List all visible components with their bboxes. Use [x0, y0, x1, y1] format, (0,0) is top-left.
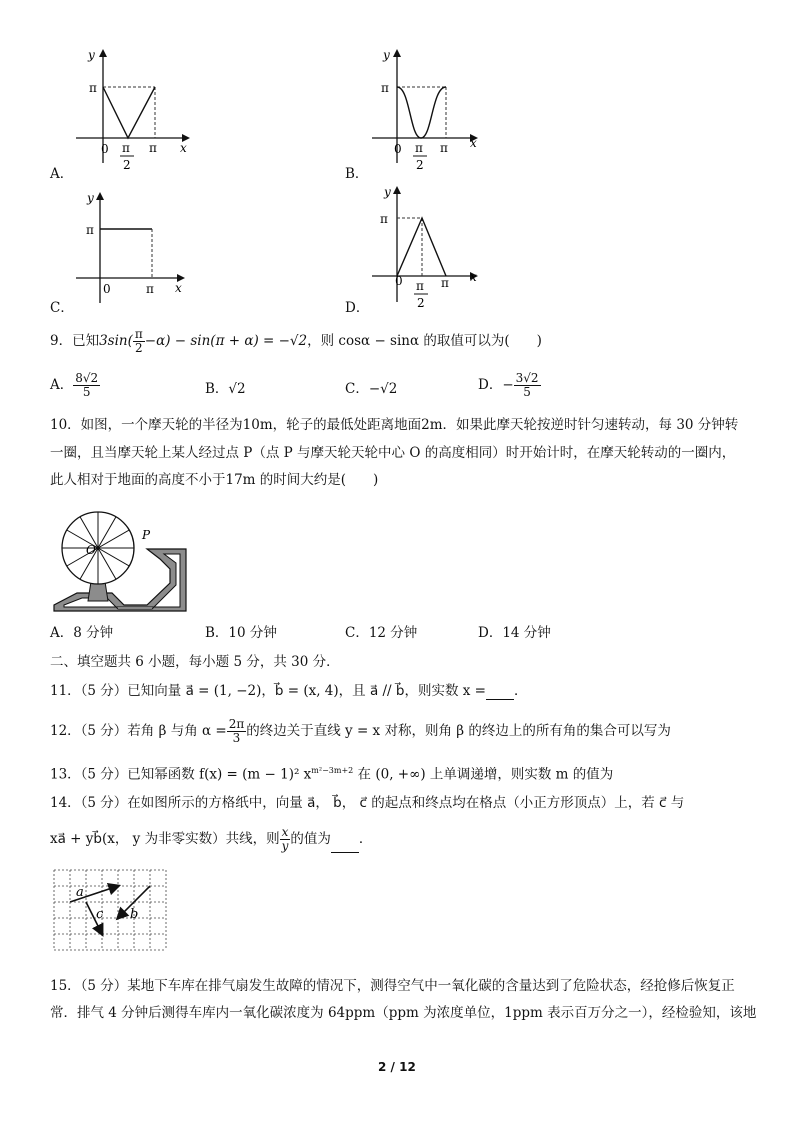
question-10-option-d: D．14 分钟 — [478, 625, 551, 641]
graph-option-c — [70, 188, 200, 308]
pi-label: π — [380, 212, 388, 226]
x-axis-label: x — [470, 136, 477, 150]
center-o-label: O — [86, 543, 96, 557]
y-axis-label: y — [87, 191, 94, 205]
pi-label: π — [440, 141, 448, 155]
two-label: 2 — [416, 158, 424, 172]
pi-label: π — [122, 141, 130, 155]
zero-label: 0 — [101, 142, 109, 156]
option-label-c: C． — [50, 300, 74, 316]
option-label-b: B． — [345, 166, 369, 182]
question-9-option-a: A． $\frac{8√2}{5}$ — [50, 371, 99, 399]
question-9-option-c: C．−√2 — [345, 381, 398, 397]
vector-a-label: a — [76, 885, 84, 900]
question-14-line-1: 14．（5 分）在如图所示的方格纸中，向量 a⃗， b⃗， c⃗ 的起点和终点均在格点（小正方形顶点）上，若 c⃗ 与 — [50, 795, 685, 811]
question-15-line-2: 常．排气 4 分钟后测得车库内一氧化碳浓度为 64ppm（ppm 为浓度单位，1ppm 表示百万分之一），经检验知，该地 — [50, 1005, 757, 1021]
pi-label: π — [381, 81, 389, 95]
question-10-line-1: 10．如图，一个摩天轮的半径为10m，轮子的最低处距离地面2m．如果此摩天轮按逆时针匀速转动，每 30 分钟转 — [50, 417, 739, 433]
pi-label: π — [441, 276, 449, 290]
two-label: 2 — [123, 158, 131, 172]
graph-option-a — [70, 45, 200, 175]
pi-label: π — [416, 279, 424, 293]
pi-label: π — [149, 141, 157, 155]
graph-option-b — [366, 45, 496, 175]
two-label: 2 — [417, 296, 425, 310]
graph-option-d — [366, 182, 496, 312]
y-axis-label: y — [384, 185, 391, 199]
x-axis-label: x — [180, 141, 187, 155]
question-10-line-2: 一圈，且当摩天轮上某人经过点 P（点 P 与摩天轮天轮中心 O 的高度相同）时开始计时，在摩天轮转动的一圈内， — [50, 445, 736, 461]
page-number: 2 / 12 — [378, 1060, 416, 1074]
question-9-option-d: D．− $\frac{3√2}{5}$ — [478, 371, 539, 399]
question-10-line-3: 此人相对于地面的高度不小于17m 的时间大约是( ) — [50, 472, 379, 488]
section-2-heading: 二、填空题共 6 小题，每小题 5 分，共 30 分． — [50, 654, 340, 670]
question-10-option-c: C．12 分钟 — [345, 625, 418, 641]
answer-blank — [331, 838, 359, 853]
zero-label: 0 — [395, 274, 403, 288]
question-10-option-b: B．10 分钟 — [205, 625, 277, 641]
option-label-d: D． — [345, 300, 370, 316]
question-10-option-a: A．8 分钟 — [50, 625, 114, 641]
x-axis-label: x — [470, 270, 477, 284]
pi-label: π — [146, 282, 154, 296]
answer-blank — [486, 685, 514, 700]
zero-label: 0 — [103, 282, 111, 296]
question-12: 12．（5 分）若角 β 与角 α = $\frac{2\pi}{3}$ 的终边关于直线 y = x 对称，则角 β 的终边上的所有角的集合可以写为 — [50, 717, 671, 745]
vector-c-label: c — [96, 907, 104, 922]
pi-label: π — [86, 223, 94, 237]
zero-label: 0 — [394, 142, 402, 156]
x-axis-label: x — [175, 281, 182, 295]
y-axis-label: y — [88, 48, 95, 62]
question-11: 11．（5 分）已知向量 a⃗ = (1, −2)，b⃗ = (x, 4)，且 a⃗ // b⃗，则实数 x = ． — [50, 683, 528, 699]
question-13: 13．（5 分）已知幂函数 f(x) = (m − 1)² $x^{m^2-3m+2}$ 在 (0, +∞) 上单调递增，则实数 m 的值为 — [50, 766, 614, 783]
question-15-line-1: 15．（5 分）某地下车库在排气扇发生故障的情况下，测得空气中一氧化碳的含量达到了危险状态，经抢修后恢复正 — [50, 978, 735, 994]
pi-label: π — [415, 141, 423, 155]
ferris-wheel-figure — [52, 497, 202, 617]
point-p-label: P — [142, 528, 151, 542]
y-axis-label: y — [383, 48, 390, 62]
vector-grid-figure — [52, 868, 172, 964]
pi-label: π — [89, 81, 97, 95]
vector-b-label: b — [130, 907, 139, 922]
question-9-option-b: B．√2 — [205, 381, 246, 397]
option-label-a: A． — [50, 166, 74, 182]
question-9-stem: 9．已知3sin( $\frac{\pi}{2}$ −α) − sin(π + α) = −√2，则 cosα − sinα 的取值可以为( ) — [50, 327, 542, 355]
question-14-line-2: xa⃗ + yb⃗(x， y 为非零实数）共线，则 $\frac{x}{y}$ 的值为 ． — [50, 825, 373, 853]
